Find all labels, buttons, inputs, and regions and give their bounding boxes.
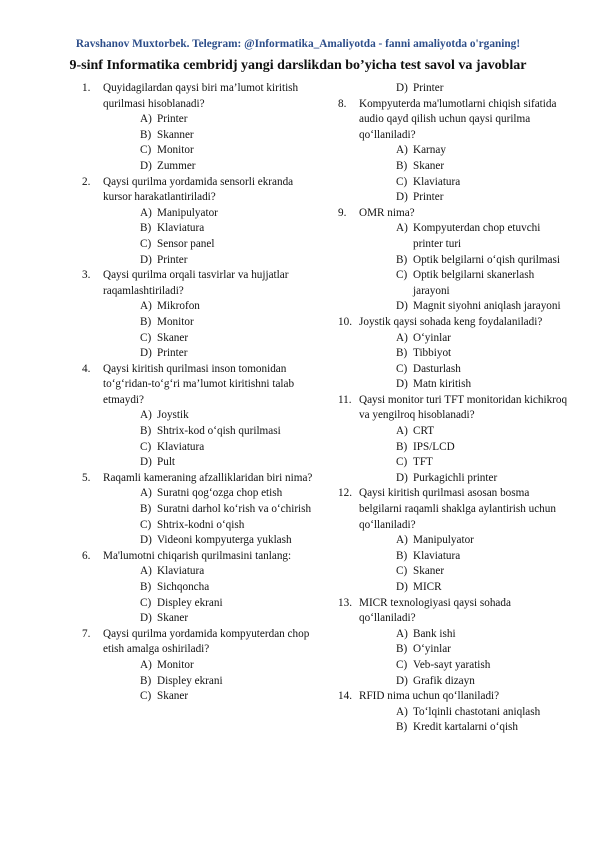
question-number: 6. [82, 549, 91, 562]
answer-option [338, 331, 570, 347]
question-item [338, 315, 570, 331]
answer-option [338, 362, 570, 378]
answer-option [338, 627, 570, 643]
option-text: To‘lqinli chastotani aniqlash [413, 705, 541, 718]
option-letter: A) [396, 425, 408, 438]
option-letter: D) [140, 456, 152, 469]
question-text: MICR texnologiyasi qaysi sohada qo‘llaniladi? [359, 596, 511, 625]
option-letter: A) [140, 206, 152, 219]
answer-option [82, 674, 314, 690]
option-letter: D) [396, 471, 408, 484]
option-text: Displey ekrani [157, 674, 223, 687]
page-title: 9-sinf Informatika cembridj yangi darslikdan bo’yicha test savol va javoblar [69, 58, 527, 73]
question-text: Qaysi kiritish qurilmasi asosan bosma belgilarni raqamli shaklga aylantirish uchun qo‘llaniladi? [359, 487, 556, 531]
answer-option [338, 440, 570, 456]
question-item [82, 362, 314, 409]
option-text: Veb-sayt yaratish [413, 658, 491, 671]
question-item [82, 549, 314, 565]
option-text: Skaner [413, 565, 445, 578]
question-item [338, 596, 570, 627]
answer-option [338, 377, 570, 393]
question-item [82, 471, 314, 487]
option-text: Klaviatura [157, 222, 205, 235]
option-letter: C) [140, 440, 152, 453]
question-number: 14. [338, 690, 352, 703]
option-letter: A) [140, 113, 152, 126]
answer-option [338, 159, 570, 175]
answer-option [82, 502, 314, 518]
option-text: Sensor panel [157, 237, 215, 250]
option-letter: C) [140, 237, 152, 250]
option-letter: B) [396, 643, 408, 656]
question-number: 4. [82, 362, 91, 375]
answer-option [82, 315, 314, 331]
option-letter: A) [396, 222, 408, 235]
option-text: Matn kiritish [413, 378, 472, 391]
option-letter: A) [140, 565, 152, 578]
option-letter: D) [140, 347, 152, 360]
option-letter: A) [396, 534, 408, 547]
option-letter: C) [396, 362, 408, 375]
answer-option [82, 596, 314, 612]
option-letter: D) [140, 159, 152, 172]
question-number: 5. [82, 471, 91, 484]
option-letter: B) [140, 674, 152, 687]
answer-option [338, 455, 570, 471]
option-letter: D) [396, 191, 408, 204]
answer-option [82, 159, 314, 175]
option-text: Tibbiyot [413, 347, 452, 360]
question-item [338, 97, 570, 144]
option-text: Pult [157, 456, 176, 469]
answer-option [338, 175, 570, 191]
question-item [82, 175, 314, 206]
option-letter: B) [140, 503, 152, 516]
option-letter: D) [396, 82, 408, 94]
answer-option [82, 221, 314, 237]
answer-option [338, 190, 570, 206]
option-text: Magnit siyohni aniqlash jarayoni [413, 300, 561, 313]
answer-option [82, 237, 314, 253]
answer-option [82, 580, 314, 596]
option-text: Printer [413, 82, 444, 94]
question-item [82, 268, 314, 299]
option-text: Grafik dizayn [413, 674, 475, 687]
answer-option [338, 658, 570, 674]
question-text: Joystik qaysi sohada keng foydalaniladi? [359, 315, 543, 328]
option-text: Printer [157, 113, 188, 126]
answer-option [82, 518, 314, 534]
option-text: O‘yinlar [413, 643, 451, 656]
option-text: TFT [413, 456, 433, 469]
option-text: Suratni darhol ko‘rish va o‘chirish [157, 503, 312, 516]
option-letter: D) [396, 300, 408, 313]
option-letter: C) [140, 596, 152, 609]
question-number: 9. [338, 206, 347, 219]
question-number: 10. [338, 315, 352, 328]
option-letter: D) [140, 612, 152, 625]
question-item [82, 81, 314, 112]
question-number: 7. [82, 627, 91, 640]
left-column [82, 81, 314, 705]
answer-option [82, 299, 314, 315]
answer-option [338, 143, 570, 159]
option-text: Skaner [157, 690, 189, 703]
answer-option [82, 253, 314, 269]
question-item [82, 627, 314, 658]
option-text: Optik belgilarni o‘qish qurilmasi [413, 253, 560, 266]
option-letter: B) [140, 222, 152, 235]
option-letter: A) [396, 627, 408, 640]
answer-option [338, 346, 570, 362]
question-text: Qaysi qurilma yordamida kompyuterdan chop etish amalga oshiriladi? [103, 627, 310, 656]
option-text: Karnay [413, 144, 446, 157]
option-letter: D) [396, 581, 408, 593]
option-text: O‘yinlar [413, 331, 451, 344]
option-text: Manipulyator [413, 534, 474, 547]
question-item [338, 486, 570, 533]
option-letter: D) [140, 534, 152, 547]
option-letter: B) [396, 347, 408, 360]
answer-option [338, 580, 570, 596]
option-text: Printer [157, 347, 188, 360]
option-text: Skaner [157, 331, 189, 344]
question-number: 2. [82, 175, 91, 188]
option-letter: A) [396, 144, 408, 157]
option-letter: C) [140, 690, 152, 703]
answer-option [82, 408, 314, 424]
option-text: Skaner [413, 159, 445, 172]
option-text: Monitor [157, 658, 194, 671]
option-letter: B) [140, 315, 152, 328]
answer-option [338, 253, 570, 269]
option-letter: C) [140, 331, 152, 344]
answer-option [82, 143, 314, 159]
answer-option [82, 424, 314, 440]
option-text: Klaviatura [413, 175, 461, 188]
answer-option [82, 440, 314, 456]
question-text: Qaysi qurilma orqali tasvirlar va hujjatlar raqamlashtiriladi? [103, 269, 289, 297]
option-letter: B) [396, 721, 408, 734]
option-letter: C) [140, 518, 152, 531]
option-text: Zummer [157, 159, 196, 172]
answer-option [82, 206, 314, 222]
option-letter: A) [140, 300, 152, 313]
question-item [338, 206, 570, 222]
question-text: Qaysi qurilma yordamida sensorli ekranda kursor harakatlantiriladi? [103, 175, 294, 204]
question-text: OMR nima? [359, 206, 415, 219]
option-text: Optik belgilarni skanerlash jarayoni [413, 269, 535, 297]
option-letter: C) [396, 456, 408, 469]
option-letter: A) [396, 331, 408, 344]
answer-option [82, 564, 314, 580]
answer-option [338, 549, 570, 565]
option-text: Klaviatura [157, 440, 205, 453]
option-letter: A) [396, 705, 408, 718]
option-text: Klaviatura [157, 565, 205, 578]
question-number: 3. [82, 269, 91, 282]
option-letter: A) [140, 658, 152, 671]
question-text: Raqamli kameraning afzalliklaridan biri nima? [103, 471, 313, 484]
option-text: Shtrix-kod o‘qish qurilmasi [157, 425, 281, 438]
question-text: Qaysi kiritish qurilmasi inson tomonidan to‘g‘ridan-to‘g‘ri ma’lumot kiritishni talab etmaydi? [103, 362, 295, 406]
option-letter: D) [396, 674, 408, 687]
option-text: Klaviatura [413, 549, 461, 562]
option-text: Joystik [157, 409, 189, 422]
option-text: Skaner [157, 612, 189, 625]
answer-option [82, 346, 314, 362]
option-text: Shtrix-kodni o‘qish [157, 518, 245, 531]
question-number: 12. [338, 487, 352, 500]
answer-option [338, 268, 570, 299]
option-letter: B) [396, 440, 408, 453]
option-letter: C) [140, 144, 152, 157]
right-column [338, 81, 570, 736]
question-number: 11. [338, 393, 352, 406]
option-letter: D) [396, 378, 408, 391]
option-letter: A) [140, 409, 152, 422]
answer-option [338, 221, 570, 252]
answer-option [82, 112, 314, 128]
option-letter: C) [396, 269, 408, 282]
question-text: Ma'lumotni chiqarish qurilmasini tanlang: [103, 549, 292, 562]
answer-option [82, 128, 314, 144]
option-text: Suratni qog‘ozga chop etish [157, 487, 283, 500]
option-text: Monitor [157, 315, 194, 328]
question-item [338, 393, 570, 424]
option-text: Printer [157, 253, 188, 266]
option-letter: B) [140, 128, 152, 141]
page-header: Ravshanov Muxtorbek. Telegram: @Informatika_Amaliyotda - fanni amaliyotda o'rganing! [75, 38, 521, 50]
option-text: Manipulyator [157, 206, 218, 219]
option-letter: C) [396, 175, 408, 188]
option-text: Mikrofon [157, 300, 200, 313]
answer-option [82, 331, 314, 347]
answer-option [338, 424, 570, 440]
question-number: 13. [338, 596, 352, 609]
option-text: Skanner [157, 128, 194, 141]
option-text: Videoni kompyuterga yuklash [157, 534, 292, 547]
question-number: 1. [82, 82, 91, 94]
answer-option [82, 533, 314, 549]
option-text: Displey ekrani [157, 596, 223, 609]
answer-option [82, 658, 314, 674]
answer-option [338, 642, 570, 658]
answer-option [82, 611, 314, 627]
option-text: Dasturlash [413, 362, 461, 375]
option-text: CRT [413, 425, 435, 438]
answer-option [82, 486, 314, 502]
answer-option [338, 720, 570, 736]
option-text: Kredit kartalarni o‘qish [413, 721, 519, 734]
option-text: Kompyuterdan chop etuvchi printer turi [413, 222, 541, 250]
answer-option [338, 533, 570, 549]
option-text: Sichqoncha [157, 581, 210, 593]
option-text: MICR [413, 581, 442, 593]
answer-option [338, 299, 570, 315]
option-letter: D) [140, 253, 152, 266]
option-text: Monitor [157, 144, 194, 157]
option-letter: C) [396, 565, 408, 578]
answer-option [338, 564, 570, 580]
answer-option [82, 455, 314, 471]
option-letter: B) [140, 425, 152, 438]
question-text: Quyidagilardan qaysi biri ma’lumot kiritish qurilmasi hisoblanadi? [103, 82, 299, 110]
option-text: Bank ishi [413, 627, 456, 640]
question-text: Qaysi monitor turi TFT monitoridan kichikroq va yengilroq hisoblanadi? [359, 393, 568, 422]
option-letter: B) [396, 159, 408, 172]
answer-option [338, 81, 570, 97]
answer-option [338, 471, 570, 487]
option-text: Purkagichli printer [413, 471, 498, 484]
option-text: Printer [413, 191, 444, 204]
continued-options [338, 81, 570, 97]
answer-option [338, 674, 570, 690]
question-number: 8. [338, 97, 347, 110]
option-letter: B) [396, 549, 408, 562]
answer-option [338, 705, 570, 721]
answer-option [82, 689, 314, 705]
option-letter: A) [140, 487, 152, 500]
option-letter: B) [140, 581, 152, 593]
option-text: IPS/LCD [413, 440, 455, 453]
question-text: Kompyuterda ma'lumotlarni chiqish sifatida audio qayd qilish uchun qaysi qurilma qo‘llaniladi? [359, 97, 557, 141]
question-text: RFID nima uchun qo‘llaniladi? [359, 690, 500, 703]
question-item [338, 689, 570, 705]
option-letter: B) [396, 253, 408, 266]
option-letter: C) [396, 658, 408, 671]
